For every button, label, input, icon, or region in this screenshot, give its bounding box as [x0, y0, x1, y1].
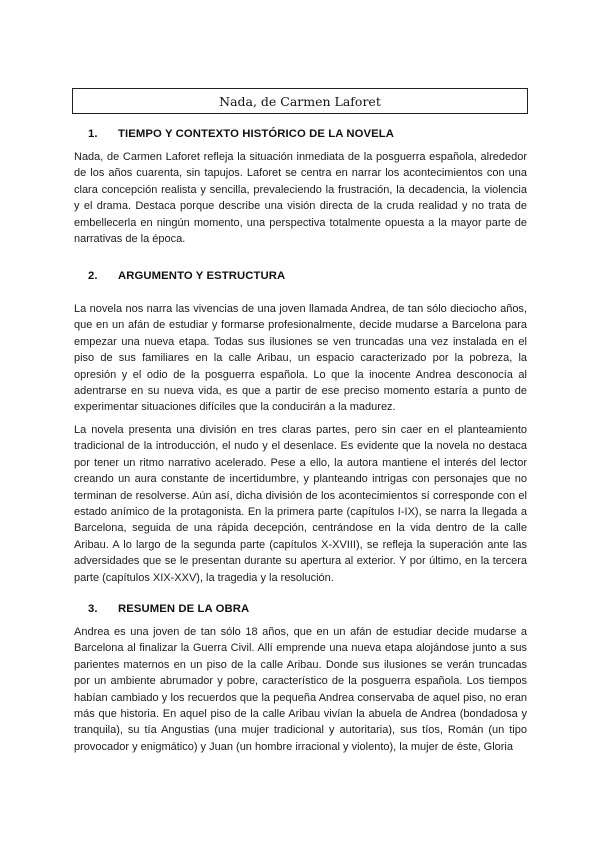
section-2-heading-text: ARGUMENTO Y ESTRUCTURA [118, 270, 286, 282]
section-3-heading-text: RESUMEN DE LA OBRA [118, 603, 250, 615]
section-1-heading-text: TIEMPO Y CONTEXTO HISTÓRICO DE LA NOVELA [118, 128, 394, 140]
section-1-paragraph-1: Nada, de Carmen Laforet refleja la situación inmediata de la posguerra española, alrededor de los años cuarenta, sin tapujos. Laforet se centra en narrar los acontecimientos con una clara concepción realista y sencilla, prevaleciendo la frustración, la decadencia, la violencia y el drama. Destaca porque describe una visión directa de la cruda realidad y no trata de embellecerla en ningún momento, una perspectiva totalmente opuesta a la mayor parte de narrativas de la época. [74, 151, 527, 246]
section-2-paragraph-1: La novela nos narra las vivencias de una joven llamada Andrea, de tan sólo dieciocho años, que en un afán de estudiar y formarse profesionalmente, decide mudarse a Barcelona para empezar una nueva etapa. Todas sus ilusiones se ven truncadas una vez instalada en el piso de sus familiares en la calle Aribau, un espacio caracterizado por la pobreza, la opresión y el odio de la posguerra española. Lo que la inocente Andrea desconocía al adentrarse en su nueva vida, es que a partir de ese preciso momento estaría a punto de experimentar situaciones difíciles que la conducirán a la madurez. [74, 303, 527, 414]
section-1-number: 1. [88, 128, 98, 140]
section-3-number: 3. [88, 603, 98, 615]
document-title: Nada, de Carmen Laforet [72, 88, 528, 114]
section-2-paragraph-2: La novela presenta una división en tres claras partes, pero sin caer en el planteamiento tradicional de la introducción, el nudo y el desenlace. Es evidente que la novela no destaca por tener un ritmo narrativo acelerado. Pese a ello, la autora mantiene el interés del lector creando un aura constante de incertidumbre, y planteando intrigas con personajes que no terminan de resolverse. Aún así, dicha división de los acontecimientos sí corresponde con el estado anímico de la protagonista. En la primera parte (capítulos I-IX), se narra la llegada a Barcelona, seguida de una rápida decepción, centrándose en la vida dentro de la calle Aribau. A lo largo de la segunda parte (capítulos X-XVIII), se refleja la superación ante las adversidades que se le presentan durante su apertura al exterior. Y por último, en la tercera parte (capítulos XIX-XXV), la tragedia y la resolución. [74, 424, 527, 584]
section-2-heading [88, 270, 286, 282]
section-3-paragraph-1: Andrea es una joven de tan sólo 18 años, que en un afán de estudiar decide mudarse a Barcelona al finalizar la Guerra Civil. Allí emprende una nueva etapa alojándose junto a sus parientes maternos en un piso de la calle Aribau. Donde sus ilusiones se verán truncadas por un ambiente abrumador y pobre, característico de la posguerra española. Los tiempos habían cambiado y los recuerdos que la pequeña Andrea conservaba de aquel piso, no eran más que historia. En aquel piso de la calle Aribau vivían la abuela de Andrea (bondadosa y tranquila), su tía Angustias (una mujer tradicional y autoritaria), sus tíos, Román (un tipo provocador y enigmático) y Juan (un hombre irracional y violento), la mujer de éste, Gloria [74, 626, 527, 753]
section-2-number: 2. [88, 270, 98, 282]
section-3-heading [88, 603, 250, 615]
section-1-heading [88, 128, 394, 140]
